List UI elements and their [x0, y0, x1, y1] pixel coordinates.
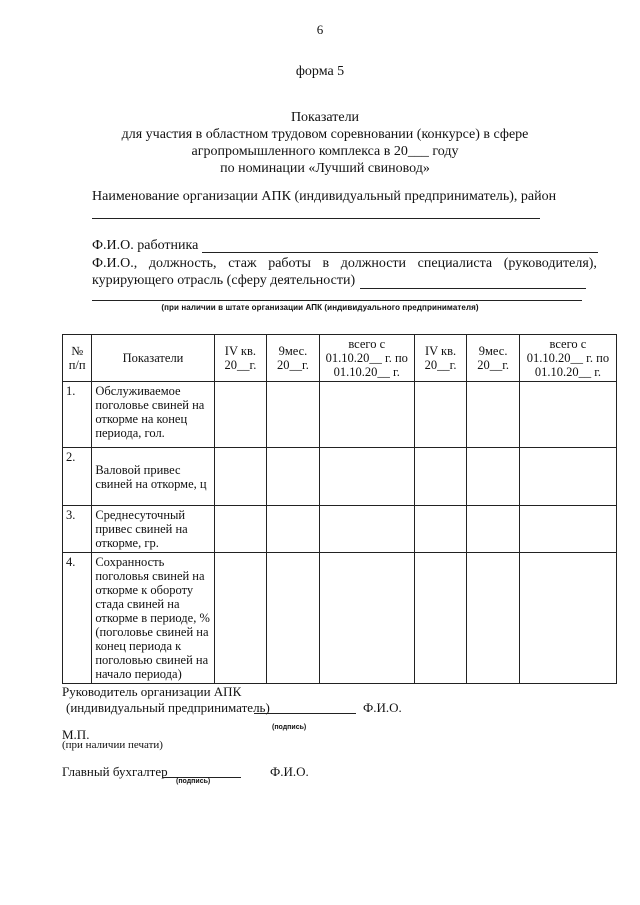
- value-cell[interactable]: [467, 553, 520, 684]
- row-num: 3.: [63, 506, 92, 553]
- value-cell[interactable]: [414, 382, 467, 448]
- row-indicator: Валовой привес свиней на откорме, ц: [92, 448, 214, 506]
- header-q4-b: IV кв. 20__г.: [414, 335, 467, 382]
- table-row: [63, 506, 617, 553]
- value-cell[interactable]: [214, 448, 267, 506]
- value-cell[interactable]: [214, 506, 267, 553]
- value-cell[interactable]: [214, 382, 267, 448]
- position-word: должности: [340, 256, 407, 271]
- table-row: [63, 553, 617, 684]
- position-word: стаж: [228, 256, 257, 271]
- value-cell[interactable]: [319, 382, 414, 448]
- header-total-b: всего с 01.10.20__ г. по 01.10.20__ г.: [519, 335, 616, 382]
- title-line-4: по номинации «Лучший свиновод»: [220, 161, 430, 176]
- head-signature-block: [62, 684, 442, 716]
- head-sign-caption: (подпись): [272, 724, 307, 731]
- value-cell[interactable]: [519, 553, 616, 684]
- header-9m-a: 9мес. 20__г.: [267, 335, 320, 382]
- value-cell[interactable]: [319, 448, 414, 506]
- header-total-a: всего с 01.10.20__ г. по 01.10.20__ г.: [319, 335, 414, 382]
- value-cell[interactable]: [467, 448, 520, 506]
- head-line-2: [62, 700, 442, 716]
- row-num: 1.: [63, 382, 92, 448]
- page-number: 6: [316, 22, 324, 37]
- position-line-1: [92, 255, 597, 272]
- value-cell[interactable]: [267, 448, 320, 506]
- value-cell[interactable]: [519, 448, 616, 506]
- value-cell[interactable]: [267, 553, 320, 684]
- head-fio: Ф.И.О.: [363, 700, 402, 715]
- value-cell[interactable]: [214, 553, 267, 684]
- row-num: 4.: [63, 553, 92, 684]
- worker-label: Ф.И.О. работника: [92, 238, 199, 253]
- value-cell[interactable]: [467, 382, 520, 448]
- header-indicator: Показатели: [92, 335, 214, 382]
- staff-note: (при наличии в штате организации АПК (индивидуального предпринимателя): [161, 303, 479, 312]
- position-text: [92, 255, 597, 289]
- value-cell[interactable]: [267, 506, 320, 553]
- header-q4-a: IV кв. 20__г.: [214, 335, 267, 382]
- accountant-sign-caption: (подпись): [176, 778, 211, 785]
- value-cell[interactable]: [414, 506, 467, 553]
- worker-fill-line: [202, 252, 598, 253]
- table-row: [63, 382, 617, 448]
- organization-label: Наименование организации АПК (индивидуальный предприниматель), район: [92, 189, 557, 204]
- row-indicator: Среднесуточный привес свиней на откорме, гр.: [92, 506, 214, 553]
- position-word: должность,: [148, 256, 217, 271]
- position-word: в: [322, 256, 330, 271]
- value-cell[interactable]: [519, 382, 616, 448]
- header-9m-b: 9мес. 20__г.: [467, 335, 520, 382]
- value-cell[interactable]: [319, 506, 414, 553]
- position-line-2: курирующего отрасль (сферу деятельности): [92, 273, 356, 288]
- accountant-fio: Ф.И.О.: [270, 764, 309, 779]
- row-indicator: Сохранность поголовья свиней на откорме к обороту стада свиней на откорме в периоде, % (поголовье свиней на конец периода к поголовью свиней на начало периода): [92, 553, 214, 684]
- value-cell[interactable]: [414, 448, 467, 506]
- indicators-table: [62, 334, 617, 684]
- head-signature-line[interactable]: [254, 713, 356, 714]
- position-fill-line-2: [92, 300, 582, 301]
- document-title: [90, 109, 560, 177]
- value-cell[interactable]: [519, 506, 616, 553]
- header-num: № п/п: [63, 335, 92, 382]
- value-cell[interactable]: [414, 553, 467, 684]
- head-entrepreneur: (индивидуальный предприниматель): [66, 700, 270, 715]
- position-word: Ф.И.О.,: [92, 256, 138, 271]
- table-row: [63, 448, 617, 506]
- value-cell[interactable]: [467, 506, 520, 553]
- position-word: (руководителя),: [503, 256, 597, 271]
- accountant-label: Главный бухгалтер: [62, 764, 168, 779]
- value-cell[interactable]: [267, 382, 320, 448]
- title-line-3: агропромышленного комплекса в 20___ году: [191, 144, 459, 159]
- row-indicator: Обслуживаемое поголовье свиней на откорме на конец периода, гол.: [92, 382, 214, 448]
- organization-fill-line: [92, 218, 540, 219]
- head-title: Руководитель организации АПК: [62, 684, 242, 699]
- title-line-2: для участия в областном трудовом соревновании (конкурсе) в сфере: [121, 127, 529, 142]
- position-fill-line: [360, 288, 586, 289]
- position-word: работы: [268, 256, 311, 271]
- form-label: форма 5: [295, 64, 345, 79]
- table-header-row: [63, 335, 617, 382]
- stamp-note: (при наличии печати): [62, 739, 163, 751]
- title-line-1: Показатели: [290, 110, 360, 125]
- value-cell[interactable]: [319, 553, 414, 684]
- position-word: специалиста: [417, 256, 493, 271]
- stamp-label: М.П.: [62, 727, 90, 742]
- row-num: 2.: [63, 448, 92, 506]
